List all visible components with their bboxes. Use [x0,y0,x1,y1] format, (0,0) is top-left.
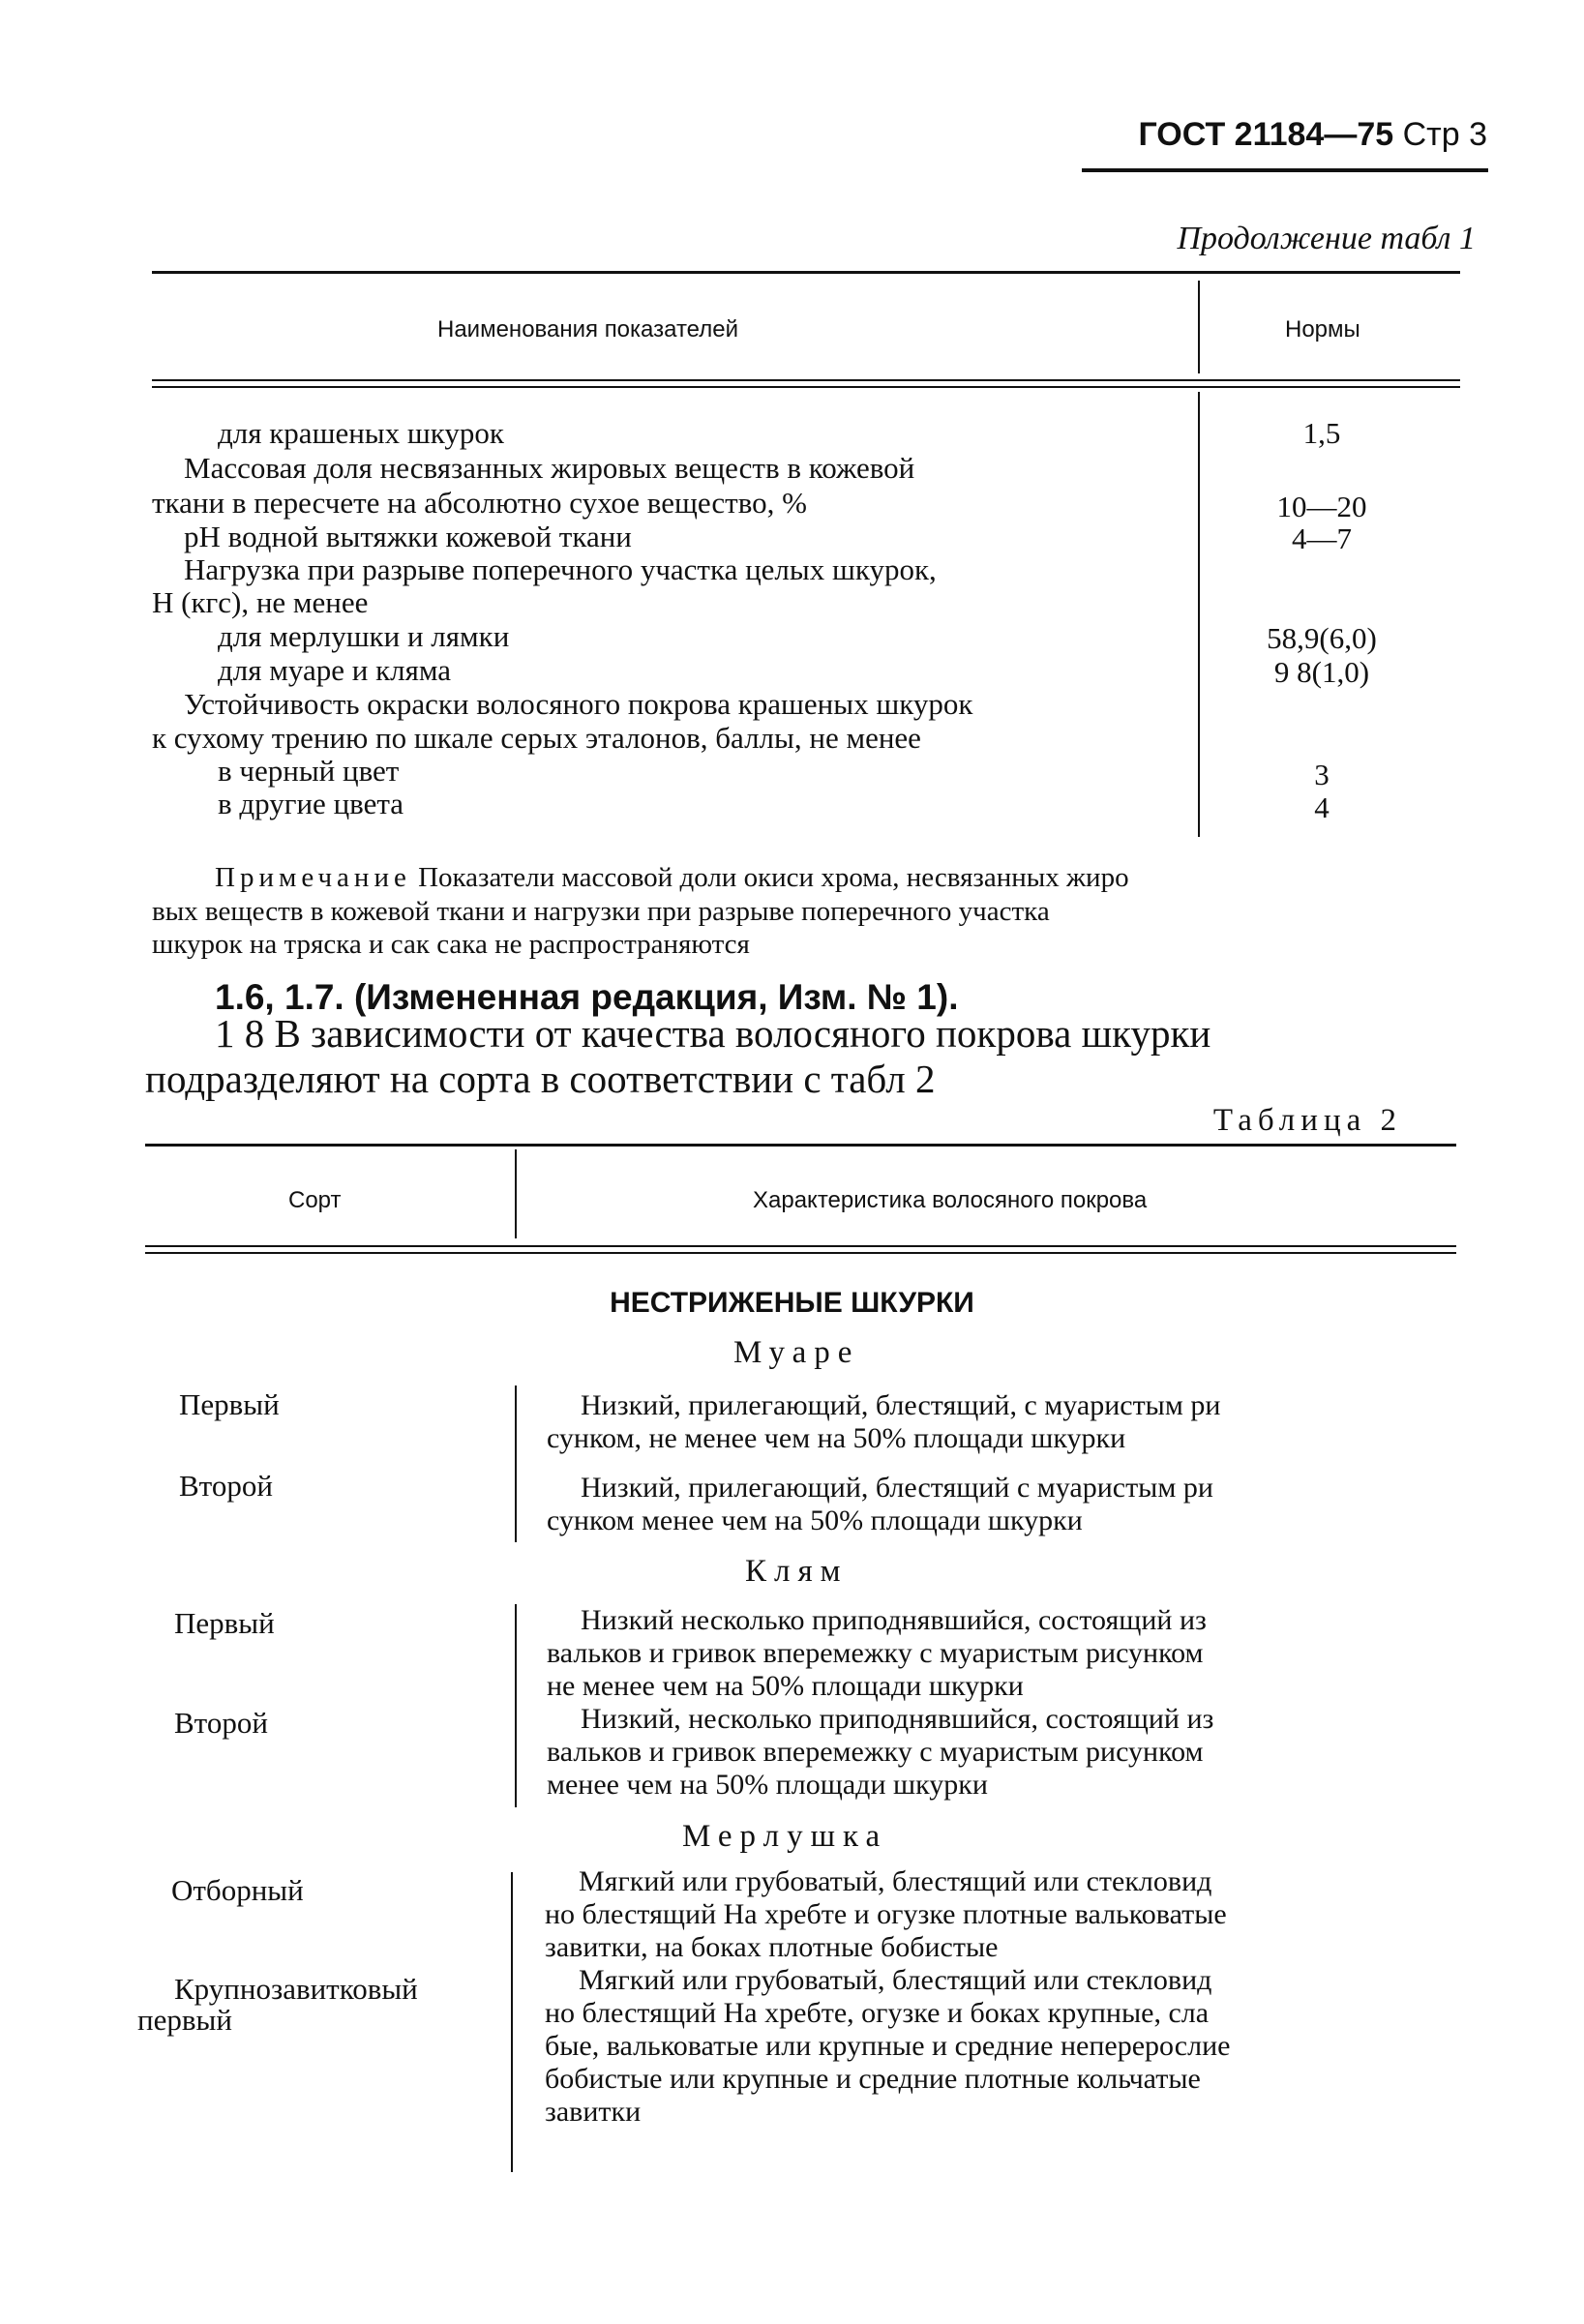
table1-col-name: Наименования показателей [437,316,738,343]
table1-header-rule-a [152,379,1460,381]
description-line: вальков и гривок вперемежку с муаристым рисунком [547,1637,1204,1669]
table1-line: для крашеных шкурок [218,416,504,450]
table1-line: для мерлушки и лямки [218,619,510,653]
table1-norm: 3 [1314,758,1330,791]
description-line: сунком менее чем на 50% площади шкурки [547,1505,1083,1536]
table1-line: Нагрузка при разрыве поперечного участка целых шкурок, [184,552,937,586]
table1-line: в другие цвета [218,787,404,820]
table1-norm: 10—20 [1276,490,1367,523]
description-line: вальков и гривок вперемежку с муаристым рисунком [547,1736,1204,1768]
description-line: но блестящий На хребте, огузке и боках крупные, сла [545,1997,1210,2029]
page-number: Стр 3 [1402,116,1487,153]
table1-line: для муаре и кляма [218,653,452,687]
table1-top-rule [152,271,1460,274]
grade-cell: Крупнозавитковый [174,1972,418,2006]
table1-header-rule-b [152,386,1460,388]
group-title: Мерлушка [682,1819,888,1854]
table2-divider [515,1604,517,1807]
group-title: Клям [745,1554,849,1589]
table1-norm: 58,9(6,0) [1267,621,1377,655]
description-line: Низкий, несколько приподнявшийся, состоящий из [581,1703,1214,1735]
description-line: Низкий, прилегающий, блестящий с муаристым ри [581,1472,1213,1504]
note-text: Показатели массовой доли окиси хрома, несвязанных жиро [418,862,1129,893]
description-line: бобистые или крупные и средние плотные кольчатые [545,2063,1201,2095]
page-header [1138,116,1487,154]
header-rule [1082,168,1488,172]
description-line: Мягкий или грубоватый, блестящий или стекловид [579,1964,1212,1996]
description-line: Низкий, прилегающий, блестящий, с муаристым ри [581,1389,1221,1421]
description-line: бые, вальковатые или крупные и средние неперерослие [545,2030,1231,2062]
description-line: Низкий несколько приподнявшийся, состоящий из [581,1604,1207,1636]
grade-cell: Первый [174,1606,275,1640]
standard-number: ГОСТ 21184—75 [1138,116,1394,153]
description-line: сунком, не менее чем на 50% площади шкурки [547,1422,1126,1454]
note-line: шкурок на тряска и сак сака не распространяются [152,929,750,960]
description-line: но блестящий На хребте и огузке плотные вальковатые [545,1898,1227,1930]
table1-line: в черный цвет [218,754,400,788]
table2-top-rule [145,1144,1456,1147]
table1-line: pH водной вытяжки кожевой ткани [184,520,632,553]
section-title: НЕСТРИЖЕНЫЕ ШКУРКИ [610,1287,974,1319]
table1-continuation-label: Продолжение табл 1 [1177,221,1476,256]
table1-norm: 9 8(1,0) [1273,655,1370,689]
table1-col-norms: Нормы [1285,316,1360,343]
table2-header-divider [515,1149,517,1238]
grade-cell: Второй [174,1706,268,1740]
table1-body-divider [1198,392,1200,837]
para-1-8-line: 1 8 В зависимости от качества волосяного покрова шкурки [215,1011,1211,1056]
table2-header-rule-b [145,1252,1456,1254]
table1-line: к сухому трению по шкале серых эталонов, баллы, не менее [152,721,921,755]
amendment-note: 1.6, 1.7. (Измененная редакция, Изм. № 1). [215,977,959,1017]
grade-cell: Отборный [171,1873,304,1907]
grade-cell: первый [137,2003,232,2037]
table1-norm: 4—7 [1292,521,1352,555]
table1-header-divider [1198,281,1200,373]
table1-norm: 4 [1314,790,1330,824]
table1-line: Массовая доля несвязанных жировых веществ в кожевой [184,451,915,485]
para-1-8-line: подразделяют на сорта в соответствии с табл 2 [145,1057,936,1101]
note-label: Примечание [215,862,411,893]
table2-header-rule-a [145,1245,1456,1247]
table2-col-description: Характеристика волосяного покрова [753,1187,1148,1213]
table1-line: Устойчивость окраски волосяного покрова крашеных шкурок [184,687,973,721]
description-line: Мягкий или грубоватый, блестящий или стекловид [579,1865,1212,1897]
grade-cell: Первый [179,1387,280,1421]
description-line: не менее чем на 50% площади шкурки [547,1670,1024,1702]
description-line: завитки, на боках плотные бобистые [545,1931,999,1963]
note-line: вых веществ в кожевой ткани и нагрузки при разрыве поперечного участка [152,896,1050,927]
grade-cell: Второй [179,1469,273,1503]
table2-label: Таблица 2 [1212,1103,1402,1138]
description-line: менее чем на 50% площади шкурки [547,1769,988,1801]
table1-norm: 1,5 [1302,416,1341,450]
table2-col-grade: Сорт [288,1187,342,1213]
table2-divider [515,1385,517,1542]
table2-divider [511,1872,513,2172]
note-line-1 [215,864,1129,892]
table1-line: ткани в пересчете на абсолютно сухое вещество, % [152,486,807,520]
description-line: завитки [545,2096,642,2128]
table1-line: Н (кгс), не менее [152,585,369,619]
group-title: Муаре [733,1335,860,1370]
